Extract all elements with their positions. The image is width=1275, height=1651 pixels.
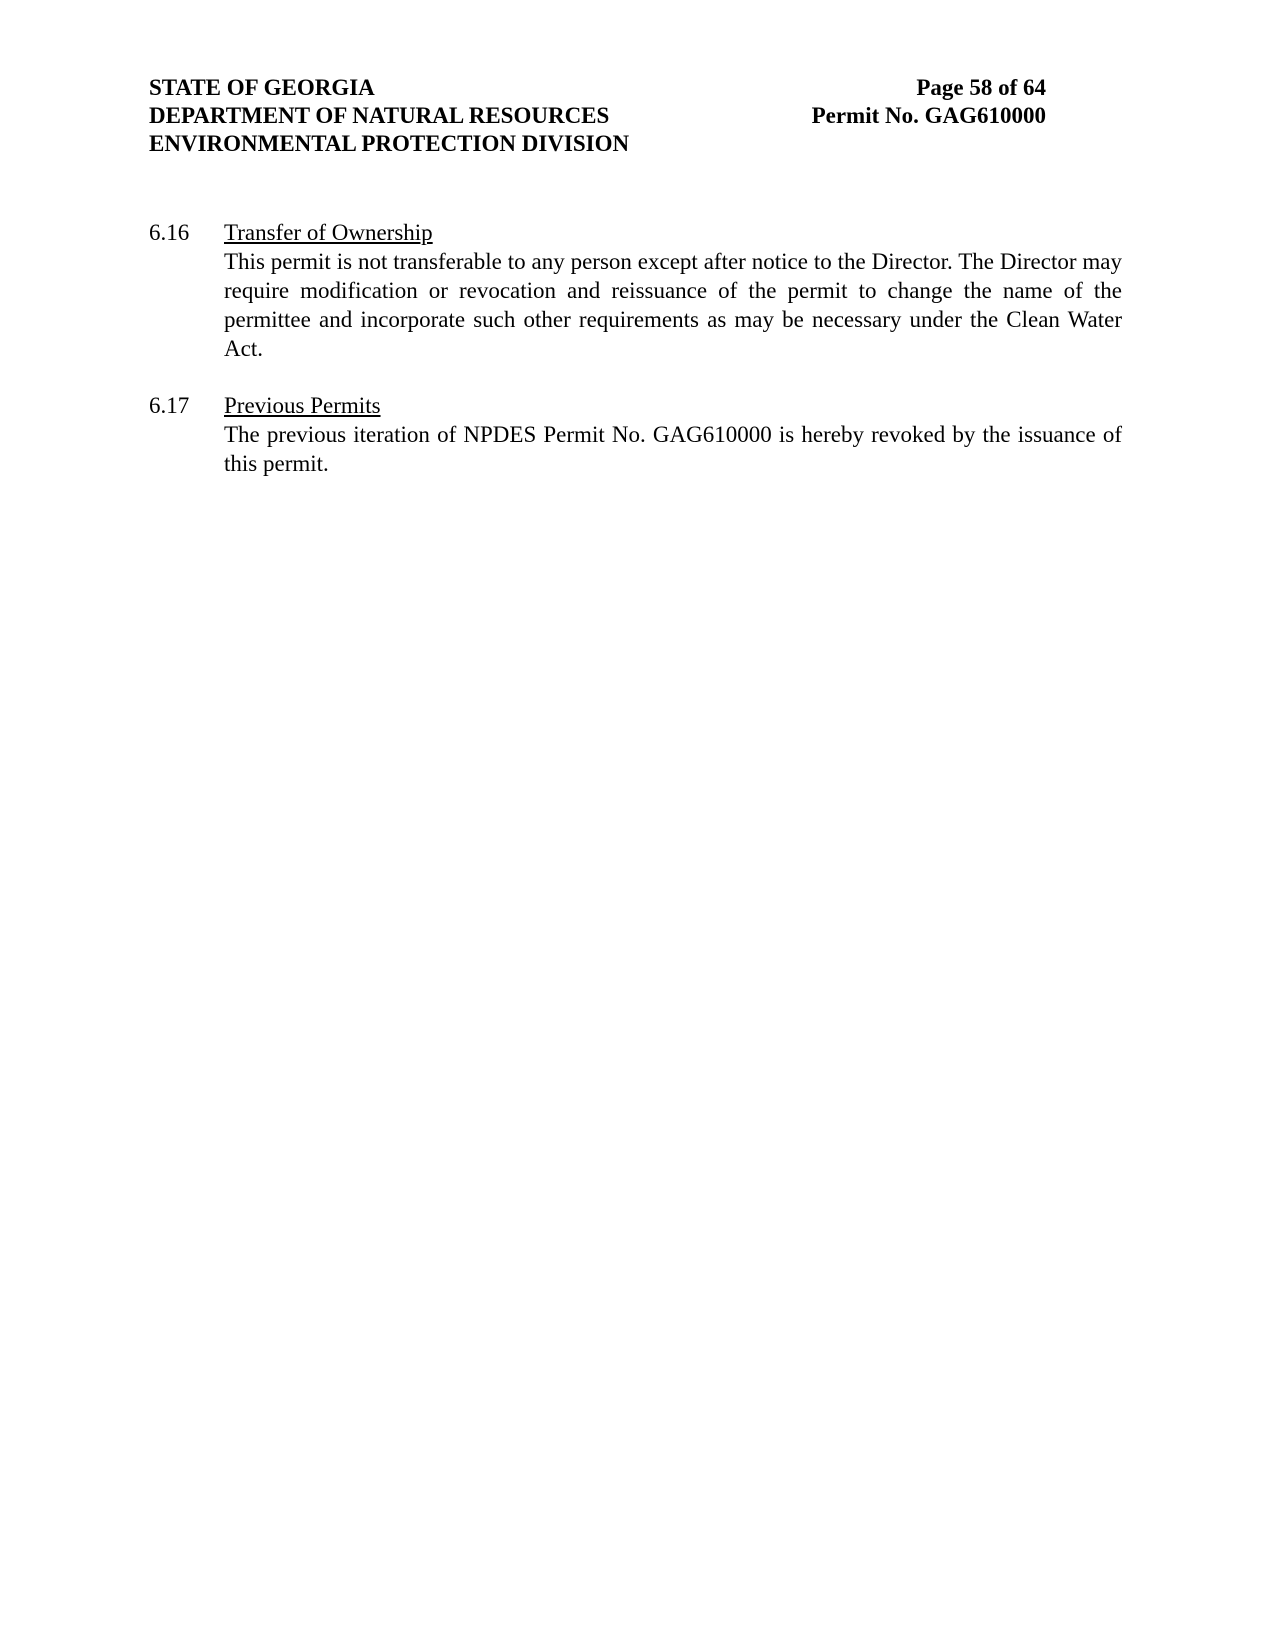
section-transfer-of-ownership xyxy=(149,218,1122,363)
page-info-header xyxy=(760,74,1046,130)
section-number: 6.16 xyxy=(149,220,190,245)
section-text: This permit is not transferable to any person except after notice to the Director. The Director may require modification or revocation and reissuance of the permit to change the name of the permittee and incorporate such other requirements as may be necessary under the Clean Water Act. xyxy=(224,249,1122,361)
section-text: The previous iteration of NPDES Permit No. GAG610000 is hereby revoked by the issuance of this permit. xyxy=(224,422,1122,476)
permit-number: Permit No. GAG610000 xyxy=(811,103,1046,128)
agency-header xyxy=(149,74,629,158)
section-number: 6.17 xyxy=(149,393,190,418)
header-state: STATE OF GEORGIA xyxy=(149,75,375,100)
section-previous-permits xyxy=(149,391,1122,478)
header-division: ENVIRONMENTAL PROTECTION DIVISION xyxy=(149,131,630,156)
section-body xyxy=(224,391,1122,478)
page-number: Page 58 of 64 xyxy=(916,75,1046,100)
header-department: DEPARTMENT OF NATURAL RESOURCES xyxy=(149,103,610,128)
section-title: Previous Permits xyxy=(224,393,381,418)
section-title: Transfer of Ownership xyxy=(224,220,433,245)
section-body xyxy=(224,218,1122,363)
